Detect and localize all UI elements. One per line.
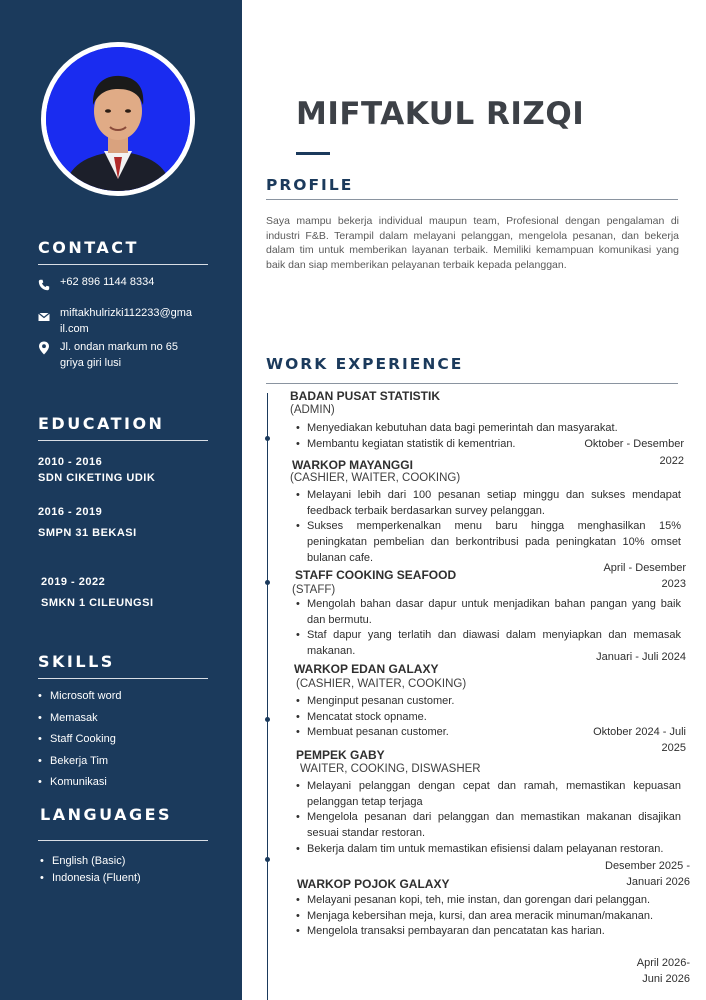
job-title: BADAN PUSAT STATISTIK xyxy=(290,389,440,403)
duty-item: • Mengolah bahan dasar dapur untuk menjadikan bahan pangan yang baik dan bermutu. xyxy=(294,597,681,628)
skill-item: • Bekerja Tim xyxy=(38,753,218,775)
job-title: WARKOP MAYANGGI xyxy=(292,458,413,472)
job-title: WARKOP POJOK GALAXY xyxy=(297,877,450,891)
timeline-dot xyxy=(265,717,270,722)
job-date: Desember 2025 - xyxy=(605,860,690,872)
profile-photo-frame xyxy=(41,42,195,196)
work-heading: WORK EXPERIENCE xyxy=(266,355,464,373)
education-school: SMKN 1 CILEUNGSI xyxy=(41,597,154,609)
job-role: (STAFF) xyxy=(292,584,336,596)
duty-item: • Mencatat stock opname. xyxy=(294,710,681,726)
job-role: (ADMIN) xyxy=(290,404,335,416)
timeline-line xyxy=(267,393,268,1000)
languages-divider xyxy=(38,840,208,841)
job-date: Oktober 2024 - Juli xyxy=(593,726,686,738)
duty-item: • Menyediakan kebutuhan data bagi pemerintah dan masyarakat. xyxy=(294,421,681,437)
education-years: 2016 - 2019 xyxy=(38,506,103,518)
duty-item: • Mengelola pesanan dari pelanggan dan memastikan makanan disajikan sesuai standar restoran. xyxy=(294,810,681,841)
timeline-dot xyxy=(265,857,270,862)
skills-divider xyxy=(38,678,208,679)
job-title: PEMPEK GABY xyxy=(296,748,385,762)
education-school: SDN CIKETING UDIK xyxy=(38,472,156,484)
job-date: Juni 2026 xyxy=(642,973,690,985)
job-role: (CASHIER, WAITER, COOKING) xyxy=(296,678,467,690)
profile-divider xyxy=(266,199,678,200)
languages-list xyxy=(40,853,220,887)
languages-heading: LANGUAGES xyxy=(40,805,173,824)
work-divider xyxy=(266,383,678,384)
job-date: April 2026- xyxy=(636,957,690,969)
job-role: WAITER, COOKING, DISWASHER xyxy=(300,763,481,775)
education-years: 2019 - 2022 xyxy=(41,576,106,588)
job-title: STAFF COOKING SEAFOOD xyxy=(295,568,457,582)
email-line-1: miftakhulrizki112233@gma xyxy=(60,307,193,319)
skills-heading: SKILLS xyxy=(38,652,115,671)
duty-item: • Melayani pelanggan dengan cepat dan ramah, memastikan kepuasan pelanggan tetap terjaga xyxy=(294,779,681,810)
job-date: April - Desember xyxy=(603,562,686,574)
location-pin-icon xyxy=(38,340,50,352)
education-school: SMPN 31 BEKASI xyxy=(38,527,137,539)
profile-photo xyxy=(46,47,190,191)
language-item: • English (Basic) xyxy=(40,853,220,870)
job-date: Januari 2026 xyxy=(626,876,690,888)
address-line-1: Jl. ondan markum no 65 xyxy=(60,341,179,353)
duty-item: • Melayani lebih dari 100 pesanan setiap minggu dan sukses mendapat feedback terbaik berdasarkan survey pelanggan. xyxy=(294,488,681,519)
email-line-2: il.com xyxy=(60,323,89,335)
sidebar xyxy=(0,0,242,1000)
skill-item: • Memasak xyxy=(38,710,218,732)
skill-item: • Staff Cooking xyxy=(38,731,218,753)
contact-divider xyxy=(38,264,208,265)
language-item: • Indonesia (Fluent) xyxy=(40,870,220,887)
duty-item: • Sukses memperkenalkan menu baru hingga menghasilkan 15% peningkatan pembelian dan berkontribusi pada peningkatan 10% omset bulanan cafe. xyxy=(294,519,681,566)
skill-item: • Komunikasi xyxy=(38,774,218,796)
timeline-dot xyxy=(265,580,270,585)
name-underline xyxy=(296,152,330,155)
education-years: 2010 - 2016 xyxy=(38,456,103,468)
email-icon xyxy=(38,308,50,320)
job-date: Oktober - Desember xyxy=(584,438,684,450)
job-date: 2022 xyxy=(659,455,684,467)
profile-heading: PROFILE xyxy=(266,176,354,194)
contact-heading: CONTACT xyxy=(38,238,139,257)
job-date: 2023 xyxy=(661,578,686,590)
education-divider xyxy=(38,440,208,441)
skill-item: • Microsoft word xyxy=(38,688,218,710)
phone-number: +62 896 1144 8334 xyxy=(60,276,155,288)
job-duties xyxy=(294,893,681,940)
duty-item: • Melayani pesanan kopi, teh, mie instan, dan gorengan dari pelanggan. xyxy=(294,893,681,909)
duty-item: • Staf dapur yang terlatih dan diawasi dalam menyiapkan dan memasak makanan. xyxy=(294,628,681,659)
duty-item: • Membantu kegiatan statistik di kementrian. xyxy=(294,437,681,453)
job-date: 2025 xyxy=(661,742,686,754)
profile-summary: Saya mampu bekerja individual maupun team, Profesional dengan pengalaman di industri F&B. Terampil dalam melayani pelanggan, mengelola pesanan, dan bekerja dalam tim untuk memberikan layanan terbaik. Memiliki kemampuan komunikasi yang baik dan siap memberikan pelayanan terbaik kepada pelanggan. xyxy=(266,215,679,271)
duty-item: • Menginput pesanan customer. xyxy=(294,694,681,710)
skills-list xyxy=(38,688,218,796)
duty-item: • Menjaga kebersihan meja, kursi, dan area meracik minuman/makanan. xyxy=(294,909,681,925)
job-date: Januari - Juli 2024 xyxy=(596,651,686,663)
duty-item: • Mengelola transaksi pembayaran dan pencatatan kas harian. xyxy=(294,924,681,940)
candidate-name: MIFTAKUL RIZQI xyxy=(296,96,585,132)
phone-icon xyxy=(38,276,50,288)
duty-item: • Bekerja dalam tim untuk memastikan efisiensi dalam pelayanan restoran. xyxy=(294,842,681,858)
job-title: WARKOP EDAN GALAXY xyxy=(294,662,439,676)
education-heading: EDUCATION xyxy=(38,414,165,433)
duty-item: • Membuat pesanan customer. xyxy=(294,725,681,741)
address-line-2: griya giri lusi xyxy=(60,357,122,369)
job-duties xyxy=(294,779,681,858)
job-role: (CASHIER, WAITER, COOKING) xyxy=(290,472,461,484)
timeline-dot xyxy=(265,436,270,441)
job-duties xyxy=(294,488,681,567)
